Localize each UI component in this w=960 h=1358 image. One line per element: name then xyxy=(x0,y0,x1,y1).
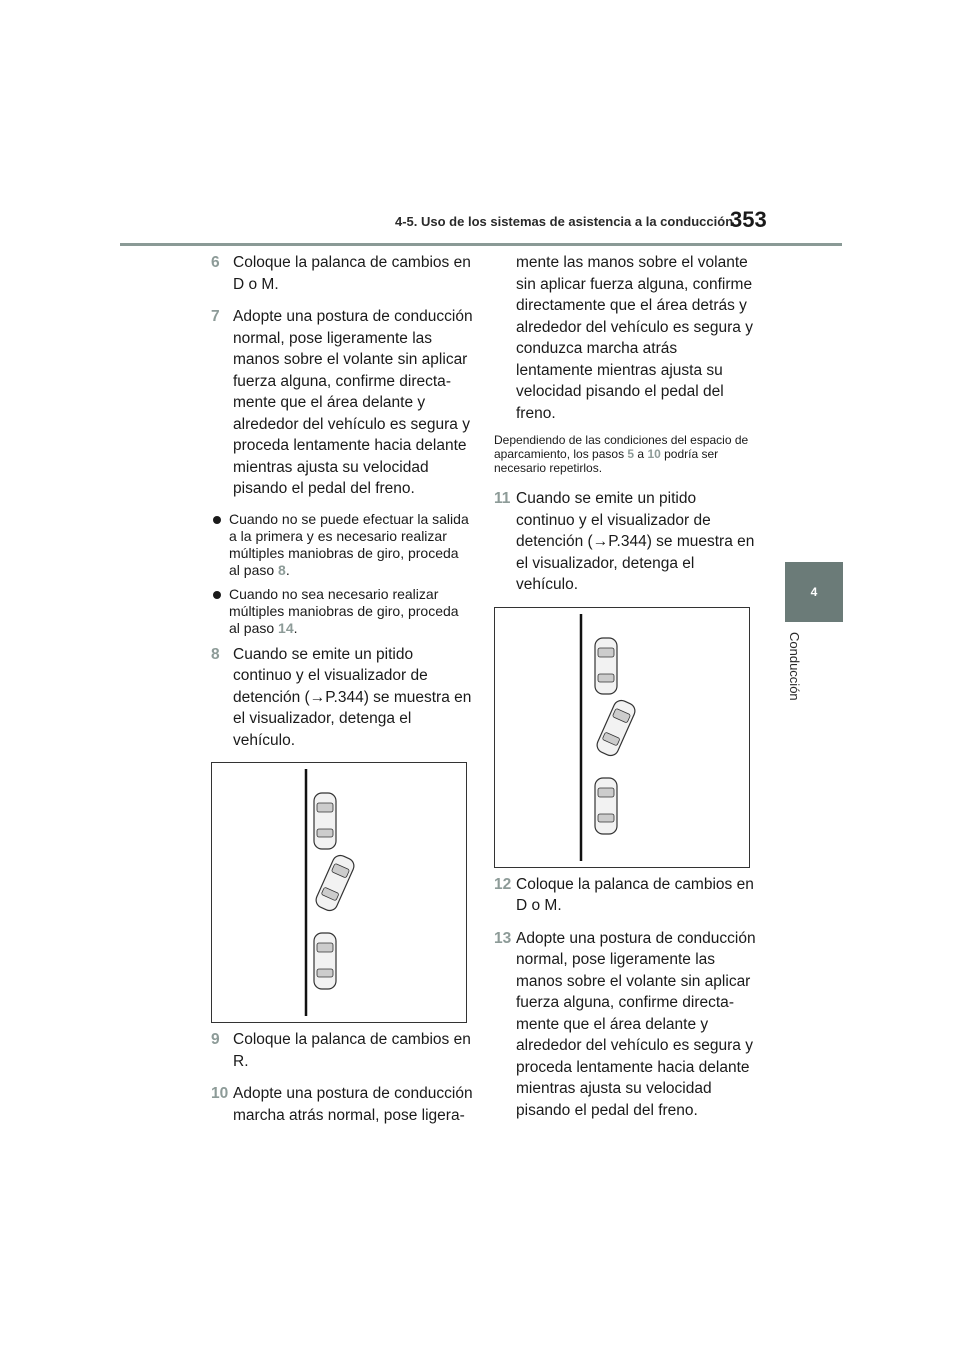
step-number: 6 xyxy=(211,254,220,271)
left-column xyxy=(211,252,473,1137)
parking-diagram-left xyxy=(211,762,467,1023)
step-number: 11 xyxy=(494,490,511,507)
step-10-continued xyxy=(494,252,756,424)
bullet-text: Cuando no se puede efectuar la salida a la primera y es necesario realizar múltiples maniobras de giro, proceda al paso xyxy=(229,510,469,578)
step-10 xyxy=(211,1083,473,1126)
step-reference: 14 xyxy=(278,619,294,636)
step-text: Adopte una postura de conducción marcha atrás normal, pose ligera- xyxy=(233,1085,473,1124)
step-text: Cuando se emite un pitido continuo y el visualizador de detención (→P.344) se muestra en el visualizador, detenga el vehículo. xyxy=(516,490,755,593)
step-8 xyxy=(211,644,473,752)
step-text: Adopte una postura de conducción normal, pose ligeramente las manos sobre el volante sin aplicar fuerza alguna, confirme directamente que el área delante y alrededor del vehículo es segura y proceda lentamente hacia delante mientras ajusta su velocidad pisando el pedal del freno. xyxy=(516,929,756,1119)
step-text: Coloque la palanca de cambios en R. xyxy=(233,1031,471,1070)
step-reference: 8 xyxy=(278,561,286,578)
step-number: 13 xyxy=(494,929,512,947)
page-number: 353 xyxy=(730,207,767,232)
step-number: 10 xyxy=(211,1085,229,1102)
step-reference: 5 xyxy=(627,447,635,461)
step-text: Coloque la palanca de cambios en D o M. xyxy=(233,254,471,293)
step-number: 7 xyxy=(211,308,220,325)
parking-illustration xyxy=(495,608,749,867)
parked-car-front xyxy=(314,793,336,849)
step-text: Cuando se emite un pitido continuo y el visualizador de detención (→P.344) se muestra en el visualizador, detenga el vehículo. xyxy=(233,645,472,749)
step-7 xyxy=(211,306,473,500)
bullet-dot xyxy=(213,516,221,524)
own-car xyxy=(595,697,638,757)
step-number: 8 xyxy=(211,645,220,663)
step-text: mente las manos sobre el volante sin aplicar fuerza alguna, confirme directamente que el área detrás y alrededor del vehículo es segura y conduzca marcha atrás lentamente mientras ajusta su velocidad pisando el pedal del freno. xyxy=(516,254,753,422)
step-text: Coloque la palanca de cambios en D o M. xyxy=(516,875,754,914)
parked-car-rear xyxy=(314,933,336,989)
chapter-label: Conducción xyxy=(787,632,802,701)
parked-car-rear xyxy=(595,778,617,834)
parking-illustration xyxy=(212,763,466,1022)
header-rule xyxy=(120,243,842,246)
right-column xyxy=(494,252,756,1132)
own-car xyxy=(314,853,357,913)
bullet-end: . xyxy=(285,561,290,578)
step-11 xyxy=(494,488,756,596)
bullet-no-maneuvers xyxy=(211,586,473,637)
parked-car-front xyxy=(595,638,617,694)
step-text: Adopte una postura de conducción normal, pose ligeramente las manos sobre el volante sin aplicar fuerza alguna, confirme directamente que el área delante y alrededor del vehículo es segura y proceda lentamente hacia delante mientras ajusta su velocidad pisando el pedal del freno. xyxy=(233,308,473,497)
bullet-dot xyxy=(213,591,221,599)
note-text: Dependiendo de las condiciones del espacio de aparcamiento, los pasos xyxy=(494,433,749,461)
step-number: 9 xyxy=(211,1031,220,1048)
step-reference: 10 xyxy=(647,447,661,461)
step-9 xyxy=(211,1029,473,1072)
step-number: 12 xyxy=(494,875,512,893)
note-text: podría ser necesario repetirlos. xyxy=(494,447,719,475)
note-text: a xyxy=(634,447,648,461)
section-title: 4-5. Uso de los sistemas de asistencia a la conducción xyxy=(395,214,734,229)
repeat-note xyxy=(494,433,756,475)
parking-diagram-right xyxy=(494,607,750,868)
chapter-tab: 4 xyxy=(785,562,843,622)
bullet-multiple-maneuvers xyxy=(211,511,473,579)
step-6 xyxy=(211,252,473,295)
bullet-end: . xyxy=(293,619,298,636)
step-12 xyxy=(494,874,756,917)
bullet-text: Cuando no sea necesario realizar múltiples maniobras de giro, proceda al paso xyxy=(229,585,459,636)
step-13 xyxy=(494,928,756,1122)
